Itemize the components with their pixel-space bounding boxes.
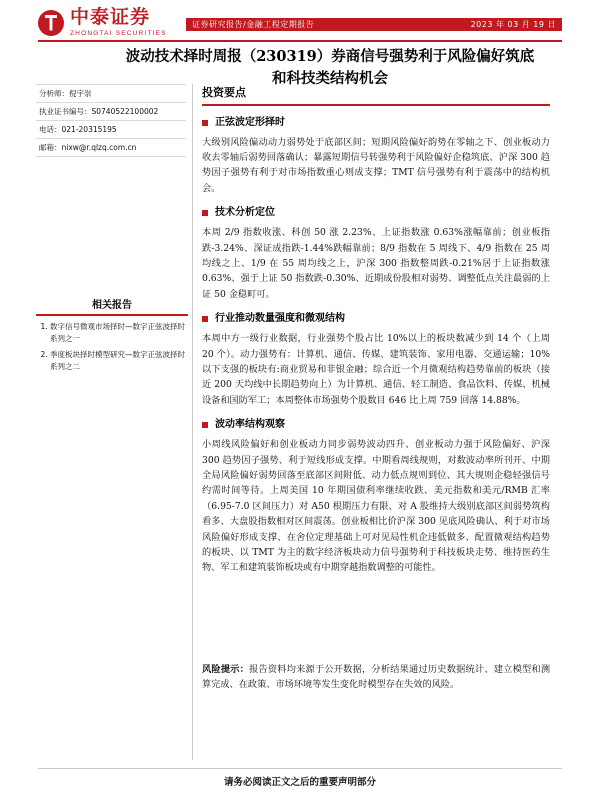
bullet-label: 正弦波定形择时 <box>215 116 285 128</box>
square-bullet-icon <box>202 422 208 428</box>
footer-divider <box>38 768 562 769</box>
bullet-label: 行业推动数量强度和微观结构 <box>215 313 345 325</box>
related-reports-list <box>36 321 188 373</box>
square-bullet-icon <box>202 316 208 322</box>
analyst-panel <box>36 84 186 157</box>
document-header <box>0 0 600 44</box>
risk-label: 风险提示： <box>202 664 250 675</box>
analyst-row: 电话：021-20315195 <box>36 121 186 139</box>
related-reports-panel <box>36 296 188 377</box>
related-reports-heading: 相关报告 <box>92 300 132 311</box>
paragraph: 本周 2/9 指数收涨、科创 50 涨 2.23%、上证指数涨 0.63%涨幅靠前；创业板指跌-3.24%、深证成指跌-1.44%跌幅靠前；8/9 指数在 5 周线下、4/9 指数在 25 周均线之上、1/9 在 55 周均线之上，沪深 300 指数整周跌-0.21%居于上证指数涨 0.63%、强于上证 50 指数跌-0.30%、近期成份股相对弱势、调整低点关注最弱的上证 50 金稳町可。 <box>202 227 550 300</box>
list-item[interactable]: 1. 数字信号微观市场择时—数字正弦波择时系列之一 <box>50 321 188 345</box>
bullet-label: 技术分析定位 <box>215 207 275 219</box>
analyst-info-box <box>36 84 186 157</box>
page-title: 波动技术择时周报（230319）券商信号强势利于风险偏好筑底和科技类结构机会 <box>125 48 535 87</box>
footer-note: 请务必阅读正文之后的重要声明部分 <box>223 777 376 788</box>
section-heading: 投资要点 <box>202 86 246 99</box>
related-reports-divider <box>36 314 188 316</box>
logo-mark-icon <box>38 10 64 36</box>
analyst-row: 邮箱：nixw@r.qlzq.com.cn <box>36 139 186 157</box>
bullet-label: 波动率结构观察 <box>215 419 285 431</box>
square-bullet-icon <box>202 120 208 126</box>
paragraph: 本周中方一级行业数据，行业强势个股占比 10%以上的板块数减少到 14 个（上周 20 个）。动力强势有：计算机、通信、传媒、建筑装饰、家用电器、交通运输；10%以下支强的板块有:商业贸易和非银金融；综合近一个月微观结构趋势靠前的板块（接近 200 天均线中长期趋势向上）为计算机、通信、轻工制造、食品饮料、传媒、机械设备和国防军工；本周整体市场强势个股数目 646 比上周 759 回落 14.88%。 <box>202 333 550 406</box>
section-divider <box>202 104 550 106</box>
bullet-heading <box>202 418 550 432</box>
report-date: 2023 年 03 月 19 日 <box>470 20 556 29</box>
risk-text: 报告资料均来源于公开数据，分析结果通过历史数据统计、建立模型和测算完成、在政策、市场环境等发生变化时模型存在失效的风险。 <box>202 664 551 691</box>
risk-disclaimer <box>202 662 550 693</box>
bullet-heading <box>202 206 550 220</box>
report-type-label: 证券研究报告/金融工程定期报告 <box>192 20 315 29</box>
analyst-row: 执业证书编号：S0740522100002 <box>36 103 186 121</box>
column-divider <box>192 84 193 760</box>
main-content <box>202 84 550 585</box>
report-type-bar <box>186 18 562 31</box>
brand-logo <box>38 8 167 37</box>
analyst-row: 分析师：倪宇崇 <box>36 84 186 103</box>
paragraph: 小周线风险偏好和创业板动力同步弱势波动四升、创业板动力强于风险偏好、沪深 300 趋势因子强势、利于短线形成支撑。中期看周线规则，对数波动率所刊开、中期全局风险偏好弱势回落至底部区间附低、动力低点规则到位、其大规则企稳轻强信号约需时间等待。上周美国 10 年期国债利率继续收跌、美元指数和美元/RMB 汇率（6.95-7.0 区间压力）对 A50 根期压力有限、对 A 股维持大级别底部区间弱势筑构看多、大盘股指数相对区间震荡。创业板相比价沪深 300 见底风险确认、利于对市场风险偏好形成支撑、在舍位定理基础上可对见局性机企违低做多、配置微观结构趋势的板块、以 TMT 为主的数字经济板块动力信号强势利于科技板块走势、维持医药生物、军工和建筑装饰板块或有中期穿越指数调整的可能性。 <box>202 439 550 574</box>
brand-name-cn: 中泰证券 <box>70 6 151 28</box>
header-divider <box>38 40 562 42</box>
square-bullet-icon <box>202 210 208 216</box>
paragraph: 大级别风险偏动动力弱势处于底部区间；短期风险偏好韵势在零轴之下、创业板动力收去零轴后弱势回落确认；暴露短期信号转强势利于风险偏好企稳筑底、沪深 300 趋势因子强势有利于对市场指数重心则成支撑；TMT 信号强势有利于震荡中的结构机会。 <box>202 136 550 194</box>
list-item[interactable]: 2. 季度板块择时模型研究—数字正弦波择时系列之二 <box>50 349 188 373</box>
bullet-heading <box>202 116 550 130</box>
brand-name-en: ZHONGTAI SECURITIES <box>70 30 167 37</box>
bullet-heading <box>202 312 550 326</box>
